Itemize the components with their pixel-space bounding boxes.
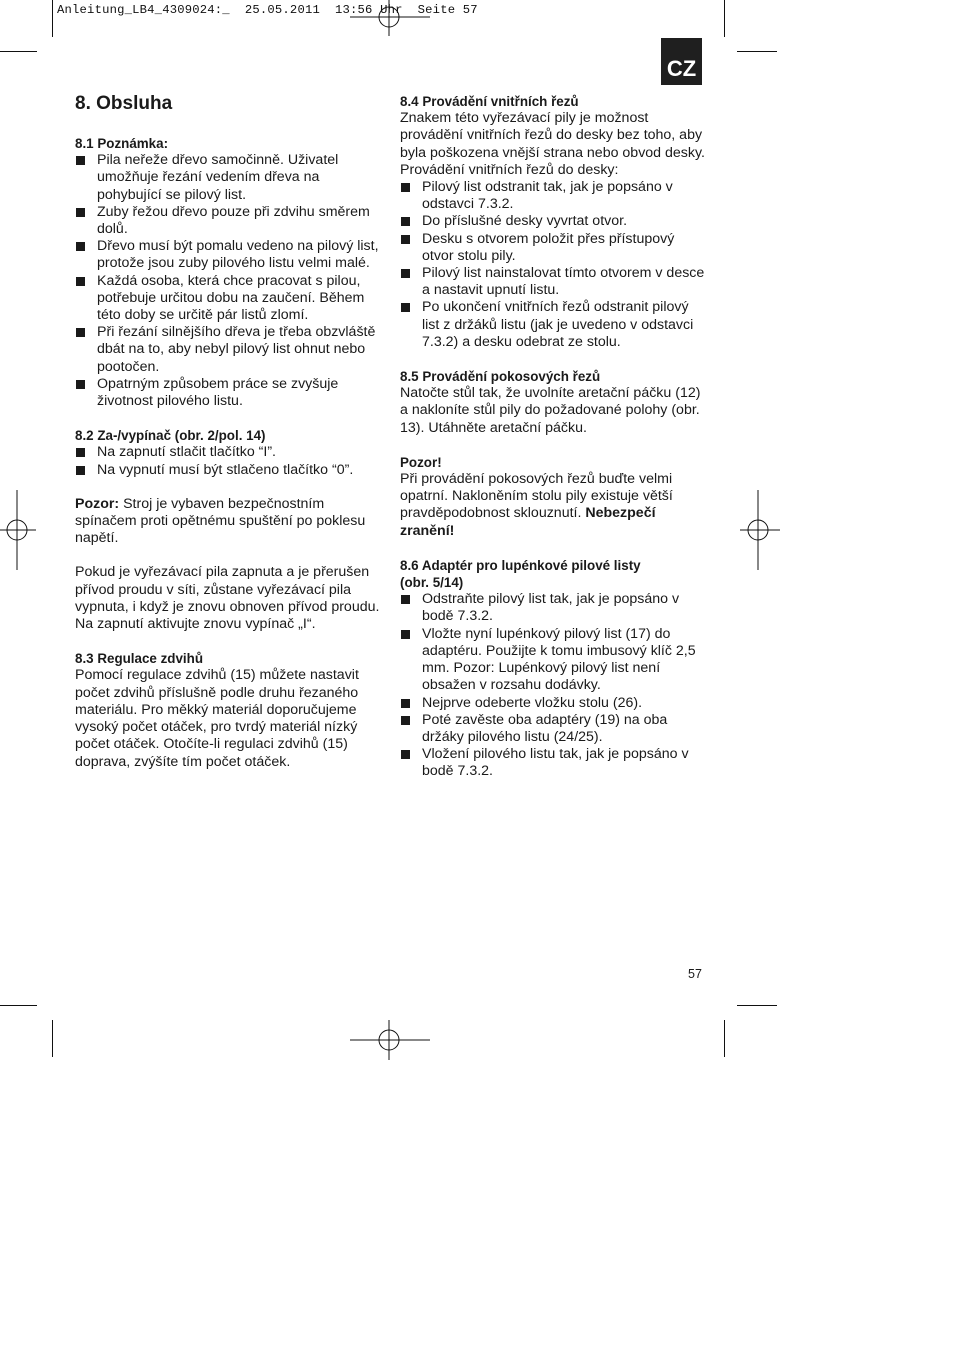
crop-mark bbox=[0, 51, 37, 52]
warning-text: Při provádění pokosových řezů buďte velmi opatrní. Nakloněním stolu pily existuje větší pravděpodobnost sklouznutí. bbox=[400, 471, 673, 522]
warning-emphasis: Nebezpečí zranění! bbox=[400, 505, 656, 539]
registration-mark-icon bbox=[0, 490, 36, 570]
list-item: Zuby řežou dřevo pouze při zdvihu směrem dolů. bbox=[75, 204, 380, 238]
list-item: Vložte nyní lupénkový pilový list (17) do adaptéru. Použijte k tomu imbusový klíč 2,5 mm. Pozor: Lupénkový pilový list není obsažen v rozsahu dodávky. bbox=[400, 626, 708, 695]
warning-paragraph bbox=[400, 471, 708, 540]
crop-mark bbox=[724, 0, 725, 37]
list-item: Opatrným způsobem práce se zvyšuje životnost pilového listu. bbox=[75, 376, 380, 410]
section-8-6-list bbox=[400, 591, 708, 780]
left-column bbox=[75, 93, 380, 771]
list-item: Do příslušné desky vyvrtat otvor. bbox=[400, 213, 708, 230]
warning-paragraph bbox=[75, 496, 380, 548]
list-item: Poté zavěste oba adaptéry (19) na oba držáky pilového listu (24/25). bbox=[400, 712, 708, 746]
registration-mark-icon bbox=[350, 1020, 430, 1060]
list-item: Pilový list odstranit tak, jak je popsáno v odstavci 7.3.2. bbox=[400, 179, 708, 213]
list-item: Na zapnutí stlačit tlačítko “I”. bbox=[75, 444, 380, 461]
crop-mark bbox=[52, 0, 53, 37]
section-8-2-list bbox=[75, 444, 380, 478]
list-item: Pilový list nainstalovat tímto otvorem v desce a nastavit upnutí listu. bbox=[400, 265, 708, 299]
list-item: Každá osoba, která chce pracovat s pilou, potřebuje určitou dobu na zaučení. Během této doby se určitě pár listů zlomí. bbox=[75, 273, 380, 325]
list-item: Při řezání silnějšího dřeva je třeba obzvláště dbát na to, aby nebyl pilový list ohnut nebo pootočen. bbox=[75, 324, 380, 376]
crop-mark bbox=[0, 1005, 37, 1006]
paragraph: Provádění vnitřních řezů do desky: bbox=[400, 161, 619, 178]
section-8-5-heading: 8.5 Provádění pokosových řezů bbox=[400, 369, 601, 385]
language-badge: CZ bbox=[661, 38, 702, 85]
paragraph: Znakem této vyřezávací pily je možnost provádění vnitřních řezů do desky bez toho, aby byla poškozena vnější strana nebo obvod desky. bbox=[400, 110, 705, 161]
crop-mark bbox=[52, 1020, 53, 1057]
warning-label: Pozor: bbox=[75, 495, 120, 512]
print-header: Anleitung_LB4_4309024:_ 25.05.2011 13:56 Uhr Seite 57 bbox=[57, 3, 478, 17]
list-item: Na vypnutí musí být stlačeno tlačítko “0”. bbox=[75, 462, 380, 479]
section-title: 8. Obsluha bbox=[75, 93, 173, 114]
list-item: Dřevo musí být pomalu vedeno na pilový list, protože jsou zuby pilového listu velmi malé. bbox=[75, 238, 380, 272]
warning-heading: Pozor! bbox=[400, 454, 442, 470]
list-item: Nejprve odeberte vložku stolu (26). bbox=[400, 695, 708, 712]
paragraph: Natočte stůl tak, že uvolníte aretační páčku (12) a nakloníte stůl pily do požadované polohy (obr. 13). Utáhněte aretační páčku. bbox=[400, 385, 701, 436]
registration-mark-icon bbox=[350, 0, 430, 36]
paragraph: Pokud je vyřezávací pila zapnuta a je přerušen přívod proudu v síti, zůstane vyřezávací pila vypnuta, i když je znovu obnoven přívod proudu. Na zapnutí aktivujte znovu vypínač „I“. bbox=[75, 564, 380, 633]
registration-mark-icon bbox=[740, 490, 780, 570]
section-8-1-heading: 8.1 Poznámka: bbox=[75, 136, 169, 151]
crop-mark bbox=[737, 51, 777, 52]
list-item: Po ukončení vnitřních řezů odstranit pilový list z držáků listu (jak je uvedeno v odstavci 7.3.2) a desku odebrat ze stolu. bbox=[400, 299, 708, 351]
list-item: Odstraňte pilový list tak, jak je popsáno v bodě 7.3.2. bbox=[400, 591, 708, 625]
section-8-2-heading: 8.2 Za-/vypínač (obr. 2/pol. 14) bbox=[75, 428, 266, 444]
list-item: Pila neřeže dřevo samočinně. Uživatel umožňuje řezání vedením dřeva na pohybující se pilový list. bbox=[75, 152, 380, 204]
crop-mark bbox=[737, 1005, 777, 1006]
section-8-6-heading: 8.6 Adaptér pro lupénkové pilové listy (obr. 5/14) bbox=[400, 557, 641, 591]
right-column bbox=[400, 93, 708, 781]
crop-mark bbox=[724, 1020, 725, 1057]
section-8-4-list bbox=[400, 179, 708, 351]
section-8-1-list bbox=[75, 152, 380, 410]
list-item: Desku s otvorem položit přes přístupový otvor stolu pily. bbox=[400, 231, 708, 265]
page-number: 57 bbox=[688, 967, 702, 981]
section-8-3-heading: 8.3 Regulace zdvihů bbox=[75, 651, 203, 667]
section-8-4-heading: 8.4 Provádění vnitřních řezů bbox=[400, 94, 579, 109]
list-item: Vložení pilového listu tak, jak je popsáno v bodě 7.3.2. bbox=[400, 746, 708, 780]
paragraph: Pomocí regulace zdvihů (15) můžete nastavit počet zdvihů příslušně podle druhu řezaného materiálu. Pro měkký materiál doporučujeme vysoký počet otáček, pro tvrdý materiál nízký počet otáček. Otočíte-li regulaci zdvihů (15) doprava, zvýšíte tím počet otáček. bbox=[75, 667, 359, 770]
warning-text: Stroj je vybaven bezpečnostním spínačem proti opětnému spuštění po poklesu napětí. bbox=[75, 495, 366, 547]
